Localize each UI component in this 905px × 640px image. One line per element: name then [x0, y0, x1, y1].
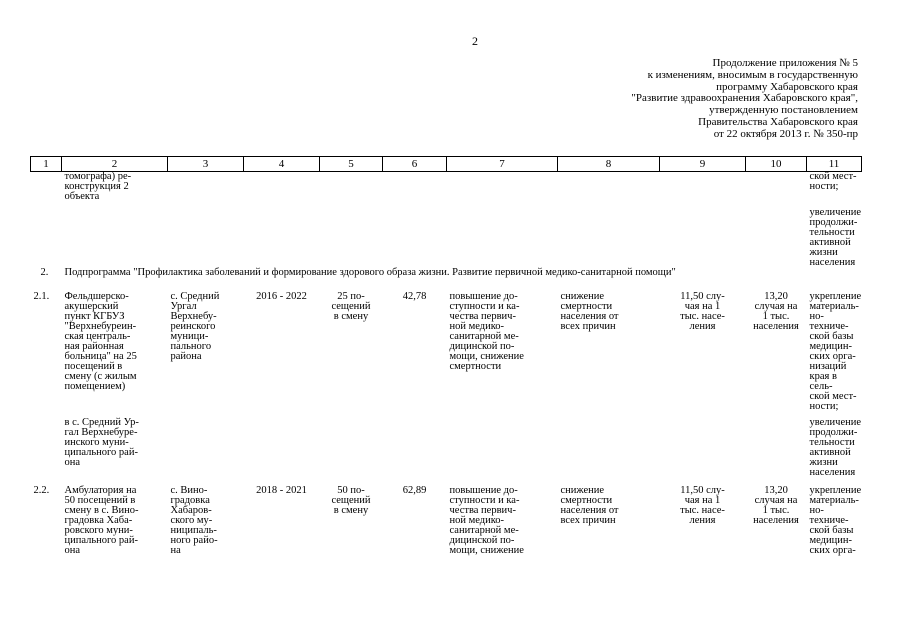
- result-cell: ской мест- ности;: [809, 171, 857, 192]
- table-row: [31, 208, 862, 268]
- table-row: [31, 486, 862, 556]
- header-line: от 22 октября 2013 г. № 350-пр: [713, 127, 858, 140]
- period-cell: 2018 - 2021: [256, 485, 307, 496]
- indicator-cell: снижение смертности населения от всех причин: [560, 485, 619, 526]
- header-line: Продолжение приложения № 5: [712, 57, 858, 69]
- column-number: 11: [807, 157, 862, 172]
- period-cell: 2016 - 2022: [256, 291, 307, 302]
- column-number: 7: [447, 157, 558, 172]
- goal-cell: повышение до- ступности и ка- чества первич- ной медико- санитарной ме- дицинской по- мощи, снижение смертности: [449, 291, 524, 372]
- column-number: 2: [62, 157, 168, 172]
- header-line: Правительства Хабаровского края: [698, 115, 858, 128]
- capacity-cell: 25 по- сещений в смену: [331, 291, 371, 322]
- result-cell: увеличение продолжи- тельности активной жизни населения: [809, 417, 862, 478]
- header-line: утвержденную постановлением: [709, 104, 858, 117]
- location-cell: с. Средний Ургал Верхнебу- реинского муници- пального района: [170, 291, 220, 362]
- value-cell: 11,50 слу- чая на 1 тыс. насе- ления: [680, 291, 725, 332]
- header-line: к изменениям, вносимым в государственную: [647, 68, 858, 81]
- column-number: 1: [31, 157, 62, 172]
- table-row: [31, 418, 862, 478]
- header-line: программу Хабаровского края: [716, 80, 858, 93]
- column-number: 8: [558, 157, 660, 172]
- result-cell: увеличение продолжи- тельности активной жизни населения: [809, 207, 862, 268]
- column-number: 6: [383, 157, 447, 172]
- result-cell: укрепление материаль- но- техниче- ской базы медицин- ских орга- низаций края в сель- ской мест- ности;: [809, 291, 862, 412]
- capacity-cell: 50 по- сещений в смену: [331, 485, 371, 516]
- object-name-cell: в с. Средний Ур- гал Верхнебуре- инского муни- ципального рай- она: [64, 417, 139, 468]
- object-name-cell: Фельдшерско- акушерский пункт КГБУЗ "Верхнебуреин- ская централь- ная районная больница" на 25 посещений в смену (с жилым помещением): [64, 291, 137, 392]
- subprogram-row: [31, 268, 862, 278]
- indicator-cell: снижение смертности населения от всех причин: [560, 291, 619, 332]
- column-number-row: [31, 157, 862, 172]
- object-name-cell: Амбулатория на 50 посещений в смену в с. Вино- градовка Хаба- ровского муни- ципального рай- она: [64, 485, 139, 556]
- location-cell: с. Вино- градовка Хабаров- ского му- ниципаль- ного райо- на: [170, 485, 218, 556]
- table-row: [31, 292, 862, 412]
- object-name-cell: томографа) ре- конструкция 2 объекта: [64, 171, 132, 202]
- page-number: 2: [472, 34, 478, 48]
- value-cell: 13,20 случая на 1 тыс. населения: [753, 291, 799, 332]
- table-row: [31, 172, 862, 203]
- column-number: 9: [660, 157, 746, 172]
- column-number: 5: [320, 157, 383, 172]
- goal-cell: повышение до- ступности и ка- чества первич- ной медико- санитарной ме- дицинской по- мощи, снижение: [449, 485, 524, 556]
- row-number: 2.2.: [33, 485, 50, 496]
- header-line: "Развитие здравоохранения Хабаровского края",: [631, 92, 858, 105]
- column-number: 10: [746, 157, 807, 172]
- column-number: 3: [168, 157, 244, 172]
- value-cell: 11,50 слу- чая на 1 тыс. насе- ления: [680, 485, 725, 526]
- subprogram-number: 2.: [40, 267, 49, 278]
- cost-cell: 62,89: [402, 485, 427, 496]
- subprogram-title: Подпрограмма "Профилактика заболеваний и формирование здорового образа жизни. Развитие первичной медико-санитарной помощи": [64, 267, 676, 278]
- program-table: [30, 156, 862, 556]
- appendix-header: [631, 58, 858, 141]
- result-cell: укрепление материаль- но- техниче- ской базы медицин- ских орга-: [809, 485, 862, 556]
- row-number: 2.1.: [33, 291, 50, 302]
- value-cell: 13,20 случая на 1 тыс. населения: [753, 485, 799, 526]
- cost-cell: 42,78: [402, 291, 427, 302]
- column-number: 4: [244, 157, 320, 172]
